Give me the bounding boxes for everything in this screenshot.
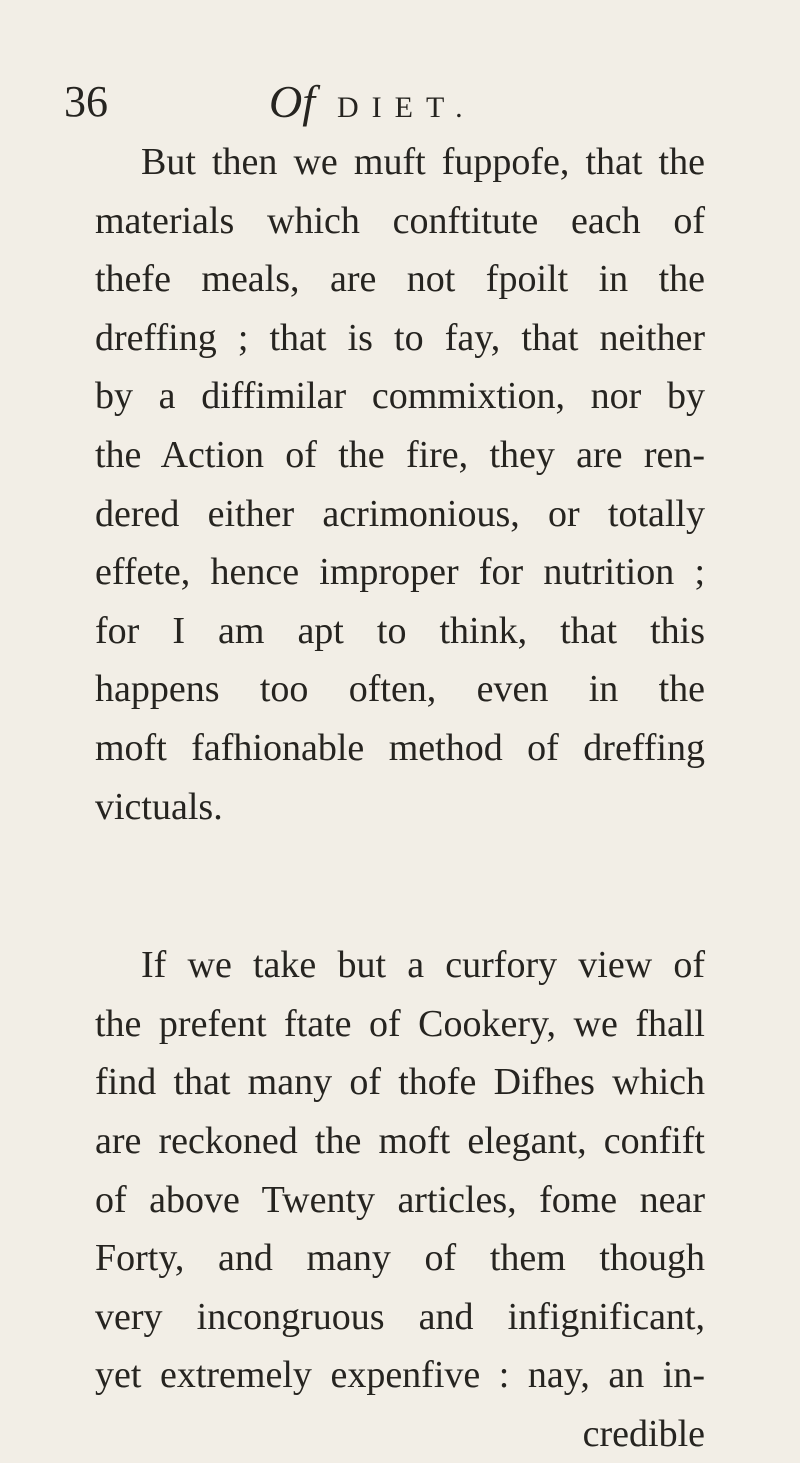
text-line: thefe meals, are not fpoilt in the	[95, 258, 705, 301]
paragraph-1	[95, 133, 705, 836]
text-line: happens too often, even in the	[95, 668, 705, 711]
text-line: find that many of thofe Difhes which	[95, 1061, 705, 1104]
running-head-title: DIET.	[337, 91, 476, 124]
text-line: victuals.	[95, 785, 223, 828]
text-line: the Action of the fire, they are ren-	[95, 433, 705, 476]
text-line: effete, hence improper for nutrition ;	[95, 551, 705, 594]
page-header	[64, 72, 744, 132]
text-line: are reckoned the moft elegant, confift	[95, 1119, 705, 1162]
text-line: If we take but a curfory view of	[141, 944, 705, 987]
running-head-prefix: Of	[269, 76, 315, 127]
paragraph-gap	[95, 836, 705, 936]
text-line: very incongruous and infignificant,	[95, 1295, 705, 1338]
text-line: But then we muft fuppofe, that the	[141, 141, 705, 183]
catchword-line: credible	[582, 1412, 705, 1455]
text-line: moft fafhionable method of dreffing	[95, 726, 705, 769]
text-line: dered either acrimonious, or totally	[95, 492, 705, 535]
text-line: materials which conftitute each of	[95, 199, 705, 242]
text-line: the prefent ftate of Cookery, we fhall	[95, 1002, 705, 1045]
paragraph-2	[95, 936, 705, 1463]
text-line: dreffing ; that is to fay, that neither	[95, 316, 705, 359]
text-line: by a diffimilar commixtion, nor by	[95, 375, 705, 418]
body-text	[95, 133, 705, 1463]
text-line: Forty, and many of them though	[95, 1237, 705, 1280]
text-line: yet extremely expenfive : nay, an in-	[95, 1354, 705, 1397]
text-line: of above Twenty articles, fome near	[95, 1178, 705, 1221]
page-number: 36	[64, 77, 108, 126]
text-line: for I am apt to think, that this	[95, 609, 705, 652]
